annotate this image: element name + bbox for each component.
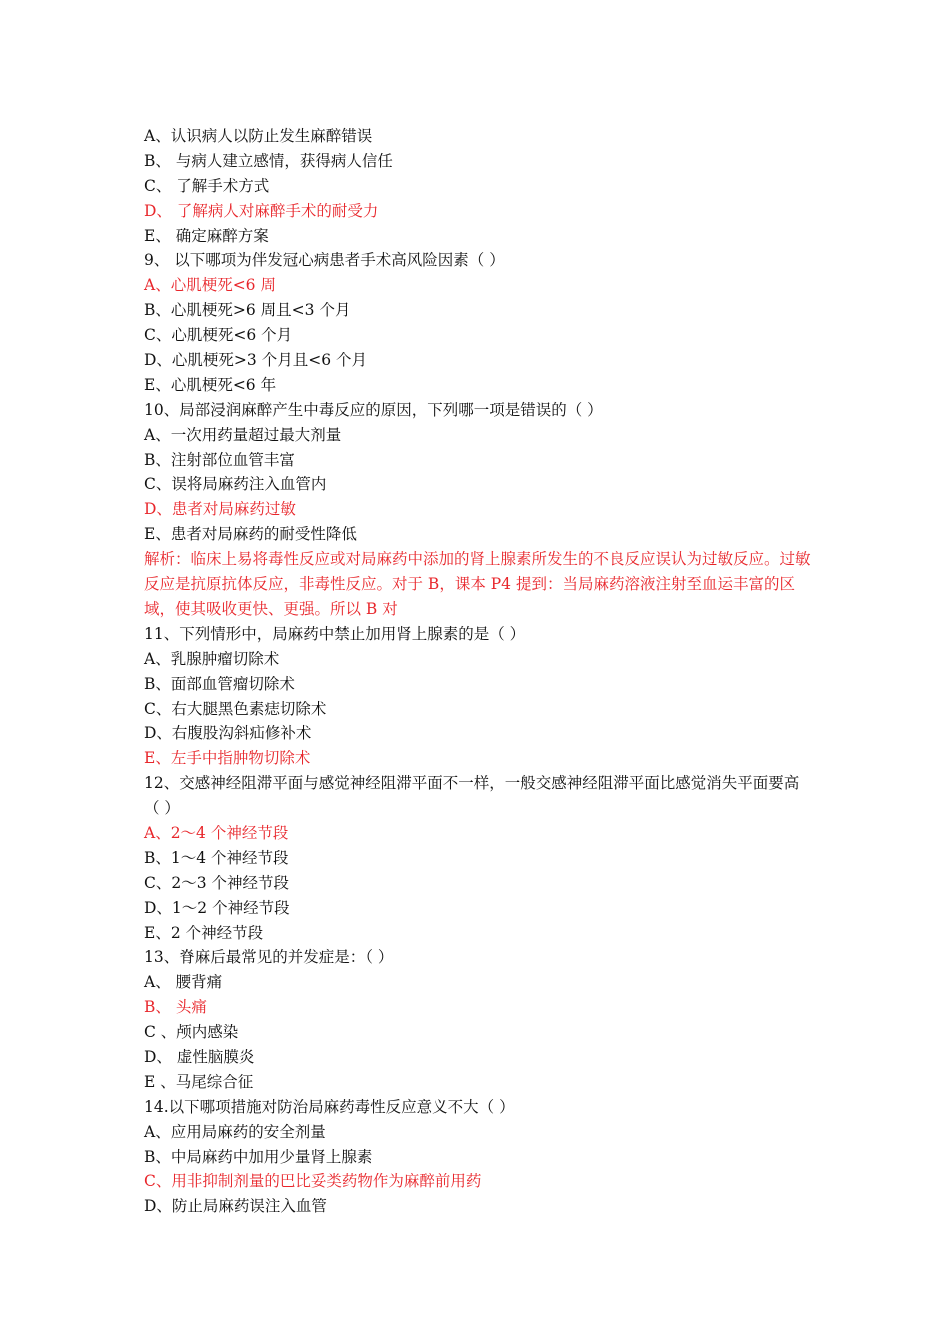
text-line: E、2 个神经节段 — [144, 923, 264, 942]
answer-line: D、 了解病人对麻醉手术的耐受力 — [144, 201, 379, 220]
text-line: 10、局部浸润麻醉产生中毒反应的原因，下列哪一项是错误的（ ） — [144, 400, 603, 419]
answer-line: A、2～4 个神经节段 — [144, 824, 289, 843]
text-line: B、1～4 个神经节段 — [144, 848, 289, 867]
text-line: E、患者对局麻药的耐受性降低 — [144, 525, 357, 544]
text-line: B、 与病人建立感情，获得病人信任 — [144, 151, 393, 170]
answer-line: E、左手中指肿物切除术 — [144, 749, 311, 768]
text-line: A、一次用药量超过最大剂量 — [144, 425, 342, 444]
text-line: 14.以下哪项措施对防治局麻药毒性反应意义不大（ ） — [144, 1097, 515, 1116]
answer-line: A、心肌梗死<6 周 — [144, 276, 276, 295]
text-line: D、1～2 个神经节段 — [144, 898, 290, 917]
text-line: E 、马尾综合征 — [144, 1072, 254, 1091]
text-line: D、防止局麻药误注入血管 — [144, 1197, 327, 1216]
text-line: C、心肌梗死<6 个月 — [144, 326, 293, 345]
text-line: 12、交感神经阻滞平面与感觉神经阻滞平面不一样，一般交感神经阻滞平面比感觉消失平面要高（ ） — [144, 774, 800, 818]
text-line: C、2～3 个神经节段 — [144, 873, 290, 892]
text-line: C、误将局麻药注入血管内 — [144, 475, 327, 494]
answer-line: B、 头痛 — [144, 998, 207, 1017]
text-line: C 、颅内感染 — [144, 1023, 239, 1042]
text-line: 13、脊麻后最常见的并发症是：（ ） — [144, 948, 394, 967]
answer-line: D、患者对局麻药过敏 — [144, 500, 296, 519]
text-line: D、心肌梗死>3 个月且<6 个月 — [144, 351, 367, 370]
text-line: B、面部血管瘤切除术 — [144, 674, 295, 693]
text-line: C、右大腿黑色素痣切除术 — [144, 699, 327, 718]
document-page — [144, 124, 814, 1219]
text-line: B、注射部位血管丰富 — [144, 450, 295, 469]
text-line: A、 腰背痛 — [144, 973, 223, 992]
text-line: D、右腹股沟斜疝修补术 — [144, 724, 312, 743]
answer-line: 解析：临床上易将毒性反应或对局麻药中添加的肾上腺素所发生的不良反应误认为过敏反应。过敏反应是抗原抗体反应，非毒性反应。对于 B，课本 P4 提到：当局麻药溶液注射至血运丰富的区域，使其吸收更快、更强。所以 B 对 — [144, 550, 811, 618]
text-line: A、认识病人以防止发生麻醉错误 — [144, 127, 373, 145]
text-line: A、应用局麻药的安全剂量 — [144, 1122, 326, 1141]
text-line: E、 确定麻醉方案 — [144, 226, 269, 245]
text-line: 11、下列情形中，局麻药中禁止加用肾上腺素的是（ ） — [144, 624, 526, 643]
text-line: 9、 以下哪项为伴发冠心病患者手术高风险因素（ ） — [144, 251, 505, 270]
text-line: B、心肌梗死>6 周且<3 个月 — [144, 301, 351, 320]
text-line: A、乳腺肿瘤切除术 — [144, 649, 280, 668]
text-line: B、中局麻药中加用少量肾上腺素 — [144, 1147, 373, 1166]
text-line: D、 虚性脑膜炎 — [144, 1048, 255, 1067]
answer-line: C、用非抑制剂量的巴比妥类药物作为麻醉前用药 — [144, 1172, 482, 1191]
text-line: C、 了解手术方式 — [144, 176, 270, 195]
text-line: E、心肌梗死<6 年 — [144, 375, 277, 394]
